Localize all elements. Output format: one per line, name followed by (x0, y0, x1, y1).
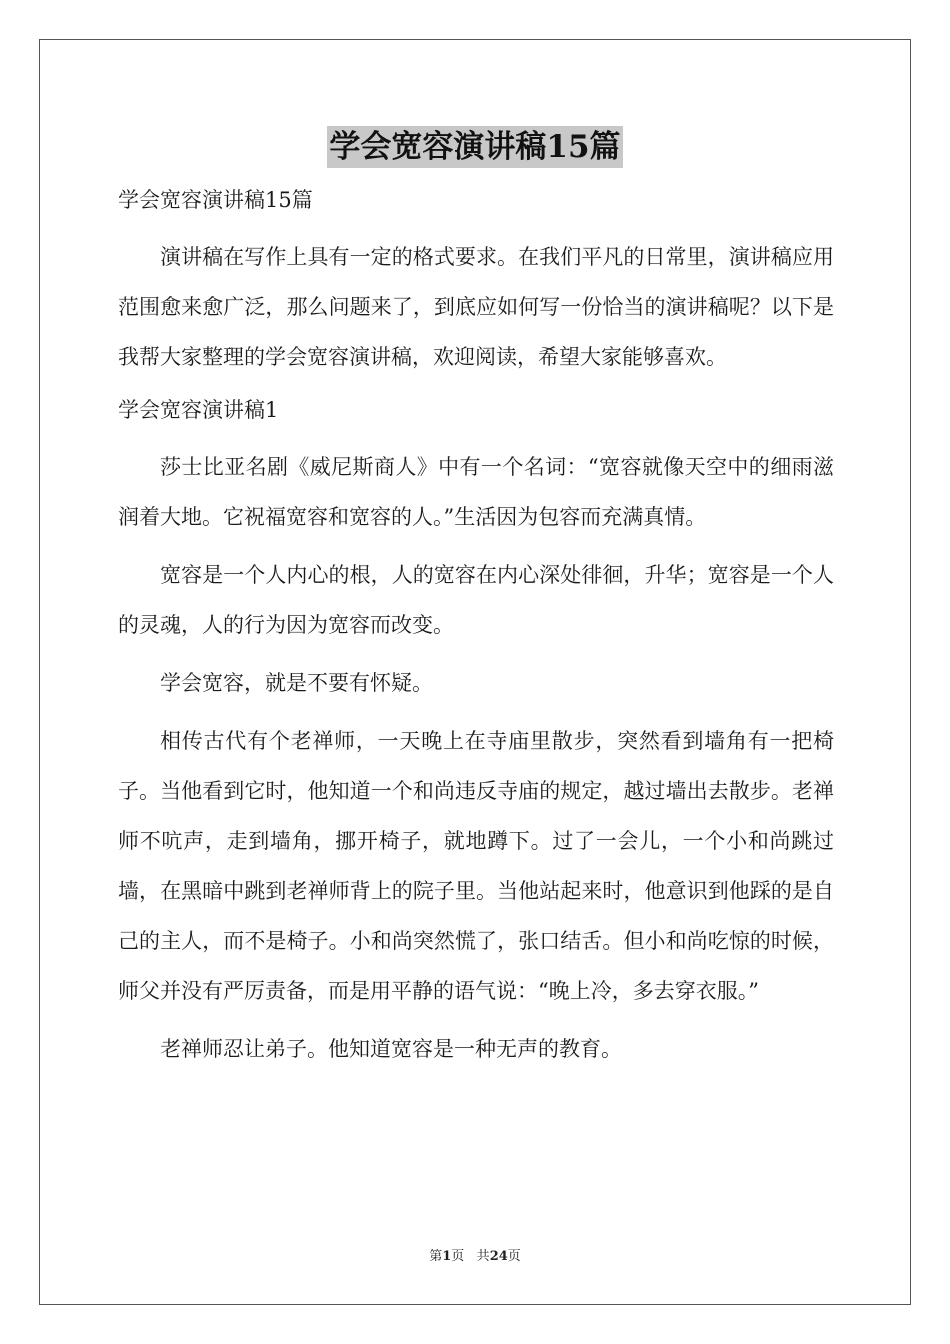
total-pages: 24 (489, 1249, 508, 1264)
body-paragraph: 老禅师忍让弟子。他知道宽容是一种无声的教育。 (160, 1037, 622, 1061)
document-title: 学会宽容演讲稿15篇 (327, 126, 622, 168)
page-number: 1 (442, 1249, 452, 1264)
page-label-prefix: 第 (429, 1249, 443, 1264)
document-subtitle: 学会宽容演讲稿15篇 (118, 188, 313, 212)
section-heading: 学会宽容演讲稿1 (118, 398, 279, 422)
body-paragraph: 宽容是一个人内心的根，人的宽容在内心深处徘徊，升华；宽容是一个人的灵魂，人的行为因为宽容而改变。 (118, 563, 834, 637)
title-area (0, 126, 950, 168)
page-footer (0, 1245, 950, 1264)
document-body (118, 180, 834, 1074)
page-label-suffix: 页 (451, 1249, 465, 1264)
intro-paragraph: 演讲稿在写作上具有一定的格式要求。在我们平凡的日常里，演讲稿应用范围愈来愈广泛，那么问题来了，到底应如何写一份恰当的演讲稿呢？以下是我帮大家整理的学会宽容演讲稿，欢迎阅读，希望大家能够喜欢。 (118, 245, 834, 369)
body-paragraph: 学会宽容，就是不要有怀疑。 (160, 671, 433, 695)
body-paragraph: 相传古代有个老禅师，一天晚上在寺庙里散步，突然看到墙角有一把椅子。当他看到它时，他知道一个和尚违反寺庙的规定，越过墙出去散步。老禅师不吭声，走到墙角，挪开椅子，就地蹲下。过了一会儿，一个小和尚跳过墙，在黑暗中跳到老禅师背上的院子里。当他站起来时，他意识到他踩的是自己的主人，而不是椅子。小和尚突然慌了，张口结舌。但小和尚吃惊的时候，师父并没有严厉责备，而是用平静的语气说：“晚上冷，多去穿衣服。” (118, 729, 834, 1003)
body-paragraph: 莎士比亚名剧《威尼斯商人》中有一个名词：“宽容就像天空中的细雨滋润着大地。它祝福宽容和宽容的人。”生活因为包容而充满真情。 (118, 455, 834, 529)
total-label-suffix: 页 (507, 1249, 521, 1264)
total-label-prefix: 共 (476, 1249, 490, 1264)
